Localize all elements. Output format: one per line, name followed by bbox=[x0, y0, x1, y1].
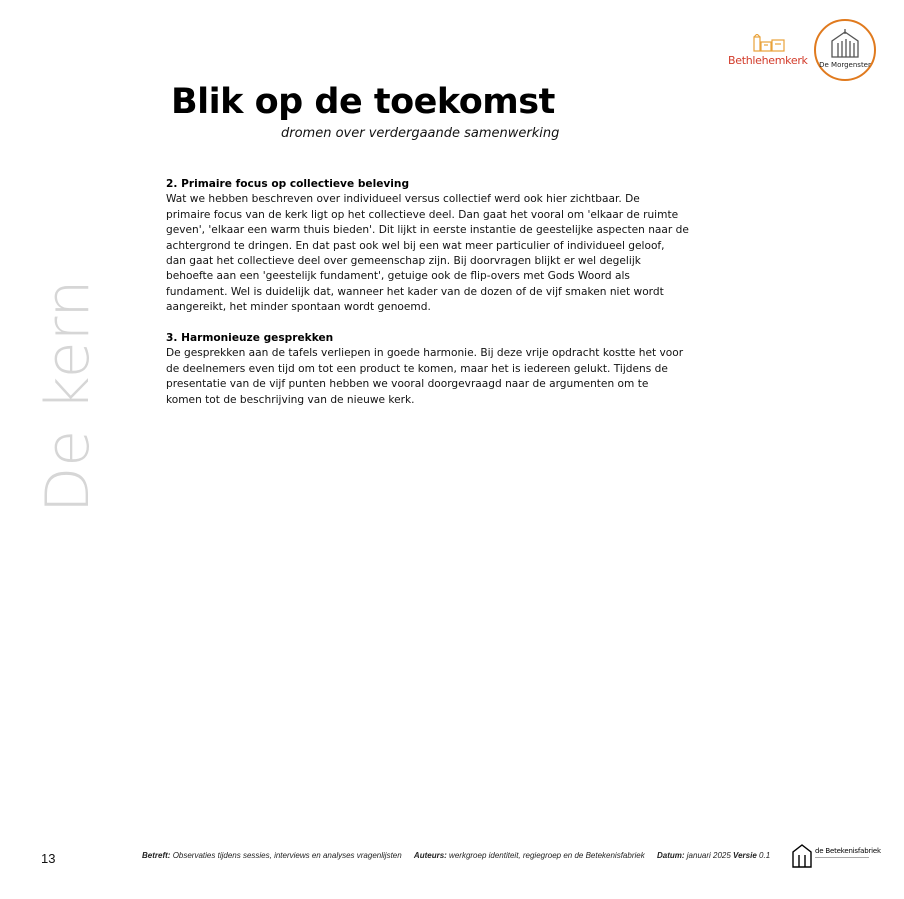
versie-label: Versie bbox=[733, 851, 757, 860]
paragraph-line: de deelnemers even tijd om tot een product te komen, maar het is iedereen gelukt. Tijdens de bbox=[166, 362, 668, 375]
body-content bbox=[166, 177, 689, 408]
datum-value: januari 2025 bbox=[686, 851, 731, 860]
church-icon bbox=[829, 29, 861, 59]
church-buildings-icon bbox=[752, 34, 786, 52]
paragraph-line: Wat we hebben beschreven over individueel versus collectief werd ook hier zichtbaar. De bbox=[166, 193, 640, 206]
side-label: De kern bbox=[33, 279, 103, 513]
betreft-label: Betreft: bbox=[142, 851, 171, 860]
footer-meta bbox=[142, 851, 770, 860]
section-primaire-focus bbox=[166, 177, 689, 316]
versie-value: 0.1 bbox=[759, 851, 771, 860]
morgenster-logo bbox=[814, 19, 876, 81]
paragraph-line: behoefte aan een 'geestelijk fundament', getuige ook de flip-overs met Gods Woord als bbox=[166, 270, 630, 283]
section-heading: 2. Primaire focus op collectieve beleving bbox=[166, 178, 410, 190]
paragraph-line: komen tot de beschrijving van de nieuwe kerk. bbox=[166, 393, 415, 406]
paragraph-line: dan gaat het collectieve deel over gemeenschap zijn. Bij doorvragen blijkt er wel degelijk bbox=[166, 255, 641, 268]
auteurs-label: Auteurs: bbox=[413, 851, 447, 860]
paragraph-line: primaire focus van de kerk ligt op het collectieve deel. Dan gaat het vooral om 'elkaar de ruimte bbox=[166, 208, 679, 221]
paragraph-line: aangereikt, het minder spontaan wordt genoemd. bbox=[166, 301, 431, 314]
page-number: 13 bbox=[41, 851, 56, 866]
logo-divider bbox=[815, 857, 869, 858]
morgenster-name: De Morgenster bbox=[819, 61, 871, 69]
paragraph-line: De gesprekken aan de tafels verliepen in goede harmonie. Bij deze vrije opdracht kostte het voor bbox=[166, 347, 684, 360]
paragraph-line: geven', 'elkaar een warm thuis bieden'. Dit lijkt in eerste instantie de geestelijke aspecten naar de bbox=[166, 224, 689, 237]
page-title: Blik op de toekomst bbox=[171, 82, 555, 122]
betekenisfabriek-name: de Betekenisfabriek bbox=[815, 847, 881, 855]
betekenisfabriek-logo bbox=[791, 843, 881, 869]
datum-label: Datum: bbox=[656, 851, 685, 860]
betreft-value: Observaties tijdens sessies, interviews en analyses vragenlijsten bbox=[172, 851, 402, 860]
paragraph-line: fundament. Wel is duidelijk dat, wanneer het kader van de dozen of de vijf smaken niet wordt bbox=[166, 285, 664, 298]
paragraph-line: achtergrond te dringen. En dat past ook wel bij een wat meer particulier of individueel geloof, bbox=[166, 239, 665, 252]
bethlehemkerk-name: Bethlehemkerk bbox=[728, 54, 808, 67]
section-paragraph bbox=[166, 346, 684, 408]
page-subtitle: dromen over verdergaande samenwerking bbox=[281, 126, 560, 141]
auteurs-value: werkgroep identiteit, regiegroep en de Betekenisfabriek bbox=[449, 851, 645, 860]
section-heading: 3. Harmonieuze gesprekken bbox=[166, 332, 334, 345]
bethlehemkerk-logo bbox=[728, 34, 810, 70]
factory-house-icon bbox=[791, 843, 813, 869]
section-harmonieuze-gesprekken bbox=[166, 331, 684, 408]
paragraph-line: presentatie van de vijf punten hebben we vooral doorgevraagd naar de argumenten om te bbox=[166, 378, 649, 391]
section-paragraph bbox=[166, 192, 689, 315]
